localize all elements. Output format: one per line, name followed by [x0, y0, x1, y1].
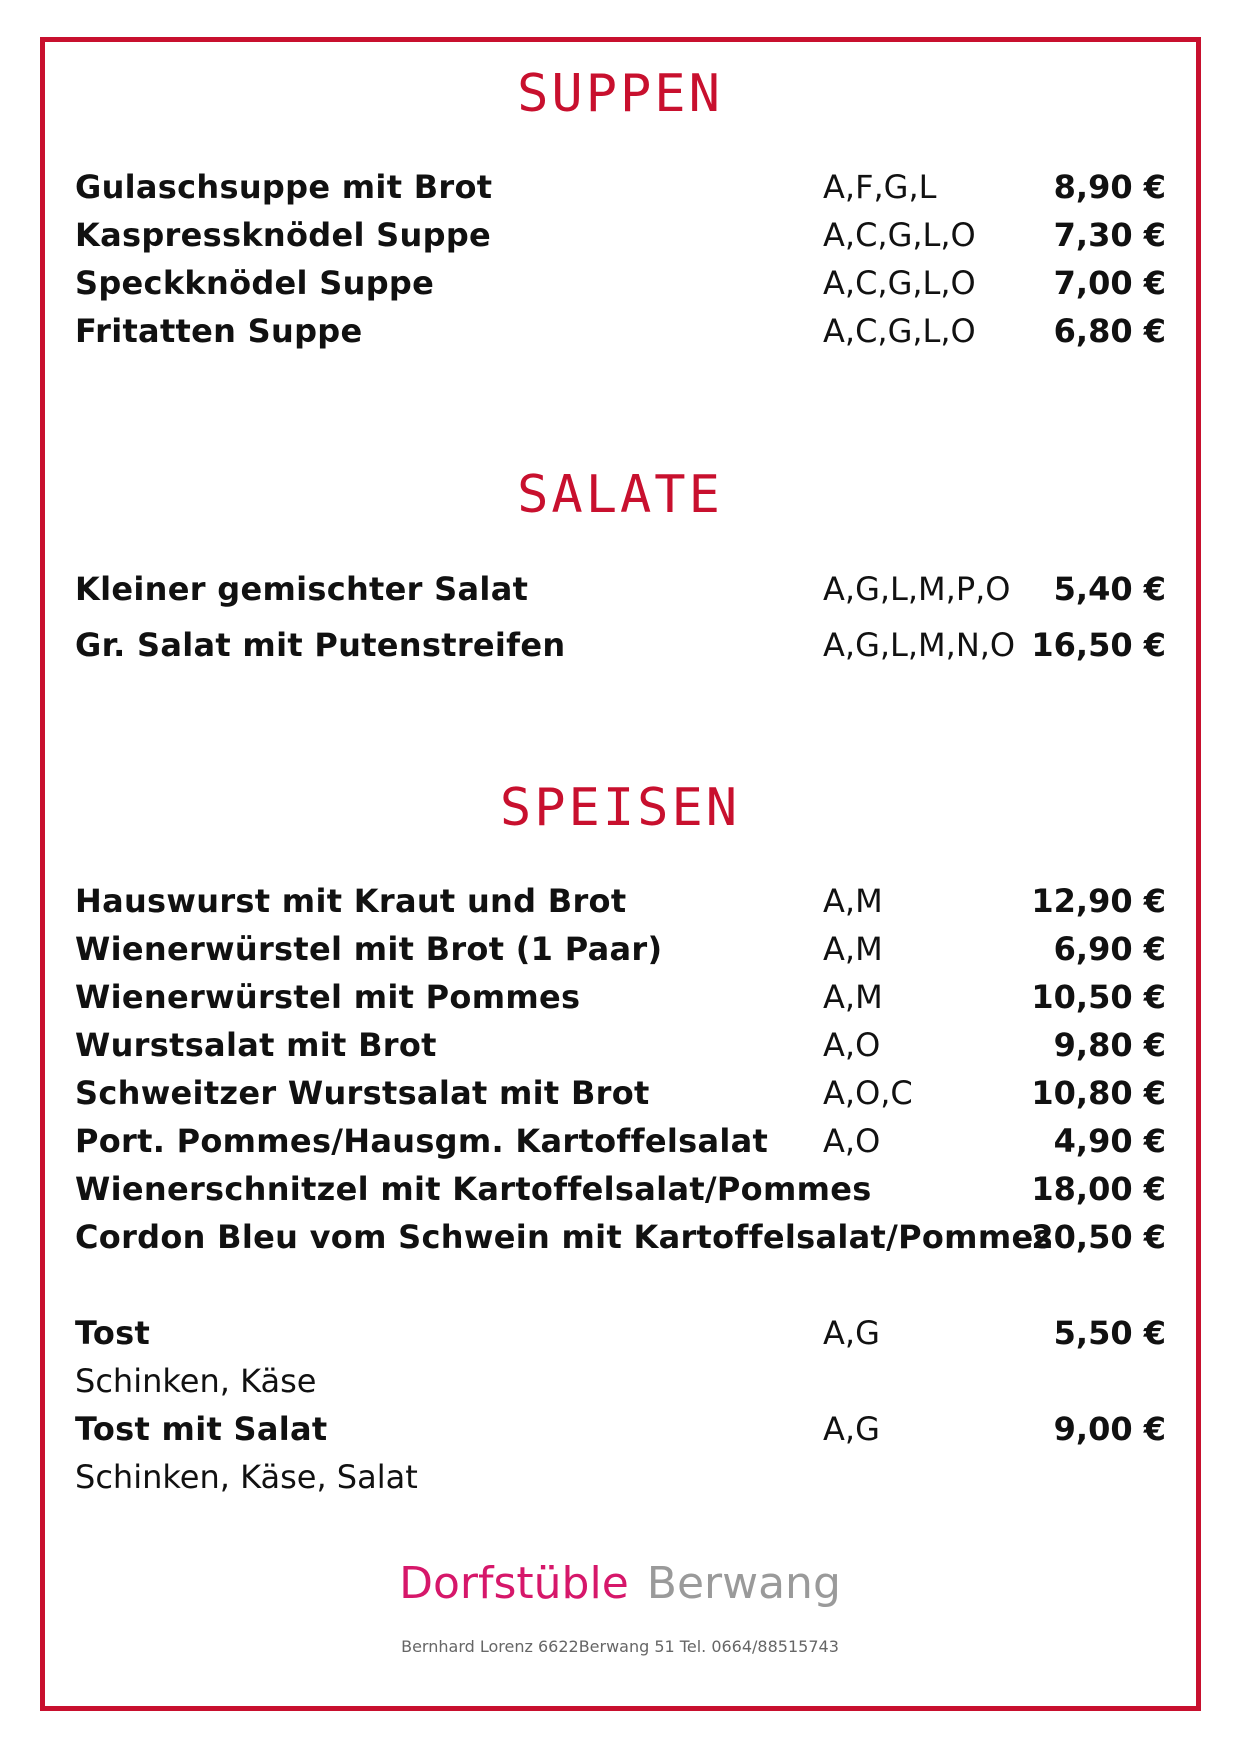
item-name: Fritatten Suppe [75, 312, 363, 350]
item-name: Wienerwürstel mit Brot (1 Paar) [75, 930, 663, 968]
item-allergens: A,G,L,M,P,O [823, 570, 1011, 608]
item-allergens: A,M [823, 882, 883, 920]
item-allergens: A,G,L,M,N,O [823, 626, 1016, 664]
item-price: 20,50 € [1031, 1218, 1166, 1256]
item-name: Wienerwürstel mit Pommes [75, 978, 581, 1016]
brand-name-primary: Dorfstüble [399, 1558, 629, 1609]
menu-item [0, 312, 1240, 360]
item-description: Schinken, Käse, Salat [75, 1458, 418, 1496]
item-price: 7,00 € [1053, 264, 1166, 302]
item-allergens: A,C,G,L,O [823, 312, 976, 350]
menu-item [0, 1026, 1240, 1074]
menu-item [0, 626, 1240, 674]
restaurant-logo [0, 1558, 1240, 1609]
menu-item [0, 264, 1240, 312]
item-allergens: A,C,G,L,O [823, 216, 976, 254]
item-name: Schweitzer Wurstsalat mit Brot [75, 1074, 650, 1112]
item-allergens: A,G [823, 1314, 880, 1352]
menu-item [0, 1218, 1240, 1266]
footer-address: Bernhard Lorenz 6622Berwang 51 Tel. 0664/88515743 [401, 1637, 839, 1656]
item-price: 5,40 € [1053, 570, 1166, 608]
item-name: Port. Pommes/Hausgm. Kartoffelsalat [75, 1122, 769, 1160]
section-title-speisen: SPEISEN [499, 778, 741, 838]
item-name: Kaspressknödel Suppe [75, 216, 492, 254]
item-name: Tost [75, 1314, 151, 1352]
item-price: 12,90 € [1031, 882, 1166, 920]
item-name: Hauswurst mit Kraut und Brot [75, 882, 627, 920]
item-price: 8,90 € [1053, 168, 1166, 206]
menu-item [0, 1170, 1240, 1218]
menu-item [0, 1074, 1240, 1122]
item-price: 18,00 € [1031, 1170, 1166, 1208]
item-name: Kleiner gemischter Salat [75, 570, 529, 608]
item-name: Gr. Salat mit Putenstreifen [75, 626, 566, 664]
item-allergens: A,O,C [823, 1074, 913, 1112]
brand-name-secondary: Berwang [646, 1558, 841, 1609]
item-allergens: A,O [823, 1026, 881, 1064]
section-title-suppen: SUPPEN [517, 64, 723, 124]
item-allergens: A,F,G,L [823, 168, 937, 206]
item-allergens: A,O [823, 1122, 881, 1160]
item-name: Tost mit Salat [75, 1410, 328, 1448]
item-price: 16,50 € [1031, 626, 1166, 664]
item-price: 10,50 € [1031, 978, 1166, 1016]
menu-item [0, 1410, 1240, 1458]
item-price: 9,80 € [1053, 1026, 1166, 1064]
item-price: 6,80 € [1053, 312, 1166, 350]
menu-item [0, 978, 1240, 1026]
item-price: 5,50 € [1053, 1314, 1166, 1352]
item-allergens: A,M [823, 978, 883, 1016]
item-price: 10,80 € [1031, 1074, 1166, 1112]
menu-item [0, 1122, 1240, 1170]
item-name: Gulaschsuppe mit Brot [75, 168, 493, 206]
item-price: 9,00 € [1053, 1410, 1166, 1448]
item-name: Cordon Bleu vom Schwein mit Kartoffelsalat/Pommes [75, 1218, 1053, 1256]
menu-item [0, 930, 1240, 978]
item-price: 6,90 € [1053, 930, 1166, 968]
menu-item [0, 1314, 1240, 1362]
item-price: 7,30 € [1053, 216, 1166, 254]
item-allergens: A,C,G,L,O [823, 264, 976, 302]
menu-item [0, 168, 1240, 216]
menu-item [0, 570, 1240, 618]
item-allergens: A,G [823, 1410, 880, 1448]
item-allergens: A,M [823, 930, 883, 968]
item-name: Wurstsalat mit Brot [75, 1026, 437, 1064]
item-name: Speckknödel Suppe [75, 264, 435, 302]
menu-item [0, 882, 1240, 930]
section-title-salate: SALATE [517, 465, 723, 525]
menu-item [0, 216, 1240, 264]
item-price: 4,90 € [1053, 1122, 1166, 1160]
item-name: Wienerschnitzel mit Kartoffelsalat/Pommes [75, 1170, 872, 1208]
item-description: Schinken, Käse [75, 1362, 317, 1400]
